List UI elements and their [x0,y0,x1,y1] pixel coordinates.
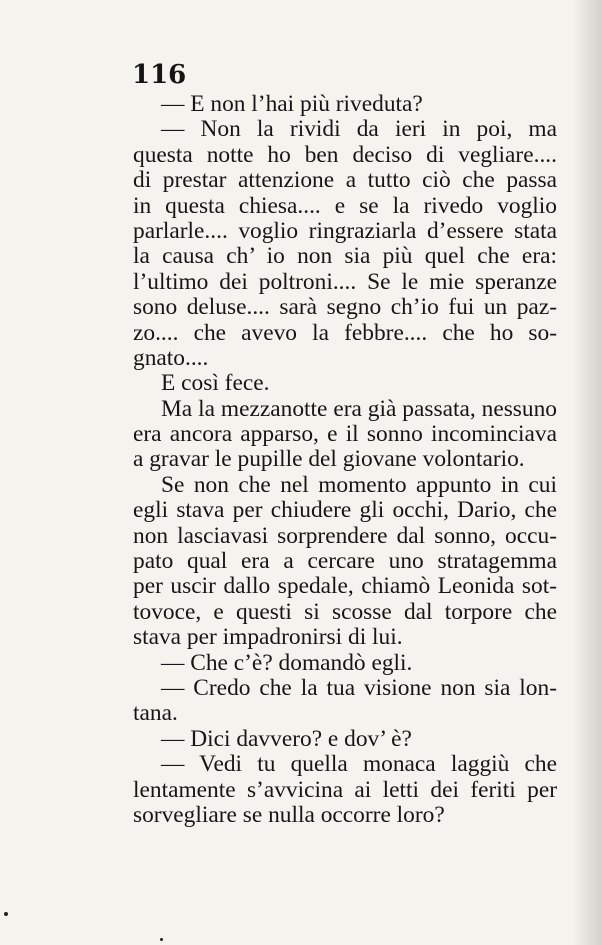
text-line: gnato.... [133,344,209,371]
ink-speck [160,938,163,941]
text-line: l’ultimo dei poltroni.... Se le mie speranze [133,268,557,295]
page-edge-shadow [572,0,602,945]
text-line: stava per impadronirsi di lui. [133,624,403,651]
text-line: sorvegliare se nulla occorre loro? [133,801,445,828]
text-line: — Dici davvero? e dov’ è? [161,725,412,752]
ink-speck [4,912,8,916]
text-line: — Non la rividi da ieri in poi, ma [161,116,557,143]
text-line: egli stava per chiudere gli occhi, Dario, che [133,497,557,524]
text-line: non lasciavasi sorprendere dal sonno, occu- [133,522,557,549]
text-line: questa notte ho ben deciso di vegliare.... [133,141,557,168]
text-line: in questa chiesa.... e se la rivedo voglio [133,192,557,219]
text-line: tovoce, e questi si scosse dal torpore che [133,598,557,625]
text-line: per uscir dallo spedale, chiamò Leonida sot- [133,573,557,600]
text-line: lentamente s’avvicina ai letti dei feriti per [133,776,557,803]
text-line: la causa ch’ io non sia più quel che era: [133,243,557,270]
text-line: Ma la mezzanotte era già passata, nessuno [161,395,557,422]
text-line: di prestar attenzione a tutto ciò che passa [133,167,557,194]
text-line: a gravar le pupille del giovane volontario. [133,446,525,473]
page-number: 116 [132,60,187,90]
text-line: tana. [133,700,178,727]
text-line: — Che c’è? domandò egli. [161,649,413,676]
text-line: sono deluse.... sarà segno ch’io fui un paz- [133,294,557,321]
body-text [133,92,557,828]
text-line: — Vedi tu quella monaca laggiù che [161,751,557,778]
text-line: pato qual era a cercare uno stratagemma [133,548,557,575]
text-line: Se non che nel momento appunto in cui [161,471,557,498]
text-line: — E non l’hai più riveduta? [161,91,423,117]
text-line: parlarle.... voglio ringraziarla d’essere stata [133,217,557,244]
text-line: zo.... che avevo la febbre.... che ho so- [133,319,557,346]
text-line: E così fece. [161,370,270,397]
text-line: era ancora apparso, e il sonno incominciava [133,421,557,448]
text-line: — Credo che la tua visione non sia lon- [161,674,557,701]
